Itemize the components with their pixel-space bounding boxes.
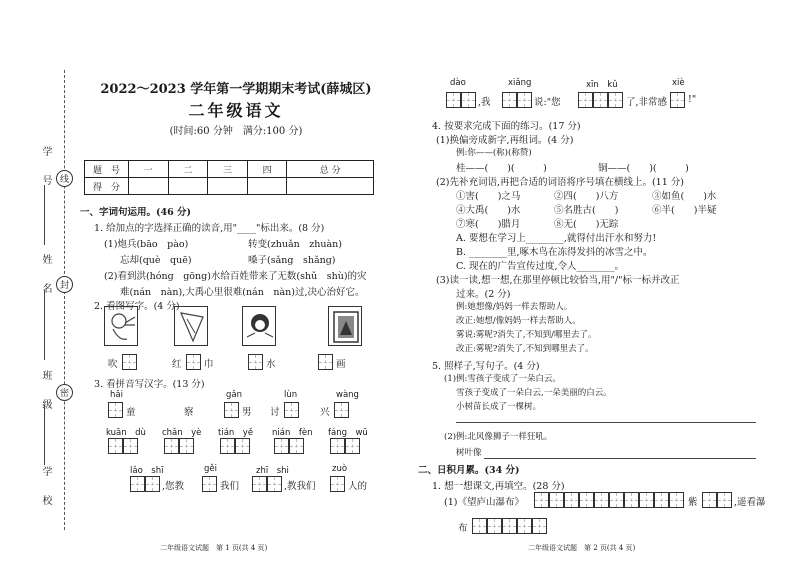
q3-r3-box-2[interactable]: [202, 476, 217, 492]
q4-2-word-2[interactable]: ②四( )八方: [554, 191, 619, 202]
s2-box-13[interactable]: [472, 518, 487, 534]
q3-r1-char-5: 兴: [320, 407, 330, 418]
q2-box-2[interactable]: [186, 354, 201, 370]
q2-word-3: 巾: [204, 359, 214, 370]
class-label: 班 级: [40, 370, 51, 418]
q4-3-correction[interactable]: 改正:雾呢?消失了,不知到哪里去了。: [456, 344, 594, 354]
q2-prompt: 2. 看图写字。(4 分): [94, 301, 180, 312]
q4-prompt: 4. 按要求完成下面的练习。(17 分): [432, 121, 581, 132]
top-box-2b[interactable]: [517, 92, 532, 108]
top-text-3: 了,非常感: [626, 97, 668, 108]
q3-r3-pinyin-1: lǎo shī: [130, 466, 164, 476]
q4-2-prompt: (2)先补充词语,再把合适的词语将序号填在横线上。(11 分): [436, 177, 684, 188]
id-label: 学 号: [40, 146, 51, 194]
q3-r1-box-2[interactable]: [224, 402, 239, 418]
q3-r1-pinyin-2: gǎn: [226, 390, 242, 400]
picture-water: [242, 306, 276, 346]
q1-item-2-line2[interactable]: 难(nán nàn),大禹心里很难(nán nàn)过,决心治好它。: [120, 287, 365, 298]
q3-r2-box-1a[interactable]: [108, 438, 123, 454]
top-box-1b[interactable]: [461, 92, 476, 108]
school-label: 学 校: [40, 466, 51, 514]
q4-2-sentence-c[interactable]: C. 现在的广告宣传过度,令人________。: [456, 261, 624, 272]
q3-r1-char-3: 男: [242, 407, 252, 418]
q5-2-example: (2)例:北风像狮子一样狂吼。: [444, 432, 553, 442]
cut-mark-3: 密: [56, 384, 73, 401]
top-pinyin-2: xiǎng: [508, 78, 532, 88]
s2-box-9[interactable]: [654, 492, 669, 508]
q3-r1-char-4: 讨: [270, 407, 280, 418]
q1-prompt: 1. 给加点的字选择正确的读音,用"____"标出来。(8 分): [94, 223, 325, 234]
q4-3-prompt-line2: 过来。(2 分): [456, 289, 511, 300]
top-box-2a[interactable]: [502, 92, 517, 108]
s2-box-17[interactable]: [532, 518, 547, 534]
picture-red-scarf: [174, 306, 208, 346]
q3-r1-box-4[interactable]: [334, 402, 349, 418]
page-1: [80, 0, 392, 561]
q5-1-answer-line[interactable]: [456, 422, 756, 423]
top-text-1: ,我: [478, 97, 491, 108]
s2-box-1[interactable]: [534, 492, 549, 508]
top-box-3c[interactable]: [608, 92, 623, 108]
q3-r2-box-3b[interactable]: [235, 438, 250, 454]
picture-painting: [328, 306, 362, 346]
s2-box-14[interactable]: [487, 518, 502, 534]
q5-1-example: (1)例:雪孩子变成了一朵白云。: [444, 374, 561, 384]
q3-r3-char-2: 我们: [220, 481, 240, 492]
q3-r3-pinyin-4: zuò: [332, 464, 348, 474]
q2-word-5: 画: [336, 359, 346, 370]
score-header-3: 三: [208, 161, 248, 178]
q1-item-1a[interactable]: (1)炮兵(bāo pào): [104, 239, 189, 250]
s2-box-2[interactable]: [549, 492, 564, 508]
top-pinyin-4: xiè: [672, 78, 685, 88]
q2-word-1: 吹: [108, 359, 118, 370]
q3-r3-box-3b[interactable]: [267, 476, 282, 492]
q1-item-2-line1[interactable]: (2)看到洪(hóng gōng)水给百姓带来了无数(shǔ shù)的灾: [104, 271, 367, 282]
q3-r3-box-1b[interactable]: [145, 476, 160, 492]
q4-2-word-6[interactable]: ⑥半( )半疑: [652, 205, 717, 216]
q3-r2-box-5b[interactable]: [345, 438, 360, 454]
q4-2-sentence-a[interactable]: A. 要想在学习上________,就得付出汗水和努力!: [456, 233, 657, 244]
q4-2-word-3[interactable]: ③如鱼( )水: [652, 191, 717, 202]
section-2-heading: 二、日积月累。(34 分): [418, 465, 520, 476]
name-label: 姓 名: [40, 254, 51, 302]
name-field[interactable]: [44, 290, 45, 360]
q4-3-example-2: 改正:她想/像妈妈一样去帮助人。: [456, 316, 581, 326]
q3-r3-pinyin-3: zhī shi: [256, 466, 289, 476]
page-2: [418, 0, 790, 561]
q5-prompt: 5. 照样子,写句子。(4 分): [432, 361, 540, 372]
q3-r2-box-2a[interactable]: [164, 438, 179, 454]
q3-r2-box-1b[interactable]: [123, 438, 138, 454]
s2-text-view: ,遥看瀑: [734, 497, 766, 508]
class-field[interactable]: [44, 405, 45, 465]
q3-r2-pinyin-5: fáng wū: [328, 428, 368, 438]
q2-word-2: 红: [172, 359, 182, 370]
score-cell-2[interactable]: [168, 178, 208, 195]
q3-r2-pinyin-4: nián fèn: [272, 428, 313, 438]
s2-box-8[interactable]: [639, 492, 654, 508]
cut-mark-1: 线: [56, 170, 73, 187]
s2-box-16[interactable]: [517, 518, 532, 534]
q2-pictures: [104, 306, 384, 350]
q3-r1-pinyin-1: hǎi: [110, 390, 123, 400]
exam-subject: 二年级语文: [188, 101, 284, 120]
q3-r2-box-2b[interactable]: [179, 438, 194, 454]
q3-r1-pinyin-4: wàng: [336, 390, 359, 400]
q4-1-example: 例:你——(称)(称赞): [456, 148, 532, 158]
q3-r2-pinyin-2: chǎn yè: [162, 428, 202, 438]
q3-r1-box-3[interactable]: [284, 402, 299, 418]
top-pinyin-3: xīn kǔ: [586, 80, 618, 90]
q3-r2-box-3a[interactable]: [220, 438, 235, 454]
q2-box-1[interactable]: [122, 354, 137, 370]
q3-prompt: 3. 看拼音写汉字。(13 分): [94, 379, 205, 390]
score-header-2: 二: [168, 161, 208, 178]
q3-r3-box-1a[interactable]: [130, 476, 145, 492]
page-2-footer: 二年级语文试题 第 2 页(共 4 页): [528, 544, 636, 552]
s2-q1-1-title: (1)《望庐山瀑布》: [444, 497, 524, 508]
score-cell-total[interactable]: [287, 178, 374, 195]
q3-r3-pinyin-2: gěi: [204, 464, 217, 474]
q3-r1-char-1: 童: [126, 407, 136, 418]
score-header-1: 一: [129, 161, 169, 178]
q4-2-word-4[interactable]: ④大禹( )水: [456, 205, 521, 216]
s2-box-11[interactable]: [702, 492, 717, 508]
score-cell-3[interactable]: [208, 178, 248, 195]
section-1-heading: 一、字词句运用。(46 分): [80, 207, 192, 218]
q4-3-prompt-line1: (3)读一读,想一想,在那里停顿比较恰当,用"/"标一标并改正: [436, 275, 680, 286]
q4-2-word-7[interactable]: ⑦寒( )腊月: [456, 219, 521, 230]
s2-box-3[interactable]: [564, 492, 579, 508]
s2-text-purple: 紫: [688, 497, 698, 508]
s2-box-10[interactable]: [669, 492, 684, 508]
binding-gutter: [0, 0, 78, 561]
q3-r2-box-5a[interactable]: [330, 438, 345, 454]
q2-box-4[interactable]: [318, 354, 333, 370]
q4-3-question[interactable]: 雾说:雾呢?消失了,不知到/哪里去了。: [456, 330, 597, 340]
top-text-4: !": [688, 94, 697, 105]
q4-1-prompt: (1)换偏旁成新字,再组词。(4 分): [436, 135, 574, 146]
q5-1-example-answer: 雪孩子变成了一朵白云,一朵美丽的白云。: [456, 388, 612, 398]
q3-r2-box-4a[interactable]: [274, 438, 289, 454]
s2-q1-prompt: 1. 想一想课文,再填空。(28 分): [432, 481, 565, 492]
top-box-3b[interactable]: [593, 92, 608, 108]
top-box-3a[interactable]: [578, 92, 593, 108]
q2-box-3[interactable]: [248, 354, 263, 370]
score-header-label: 题 号: [85, 161, 129, 178]
q4-1-item-a[interactable]: 桂——( )( ): [456, 163, 547, 174]
score-row-label: 得 分: [85, 178, 129, 195]
s2-box-4[interactable]: [579, 492, 594, 508]
top-text-2: 说:"您: [534, 97, 561, 108]
q1-item-1b[interactable]: 转变(zhuǎn zhuàn): [248, 239, 342, 250]
q5-1-question: 小树苗长成了一棵树。: [456, 402, 542, 412]
s2-text-waterfall: 布: [458, 523, 468, 534]
score-header-4: 四: [247, 161, 287, 178]
s2-box-5[interactable]: [594, 492, 609, 508]
q5-2-answer-line[interactable]: [484, 458, 756, 459]
exam-title: 2022～2023 学年第一学期期末考试(薛城区): [100, 82, 372, 97]
q3-r3-char-1: ,您教: [162, 481, 185, 492]
exam-time-info: (时间:60 分钟 满分:100 分): [169, 126, 303, 137]
q4-2-word-1[interactable]: ①害( )之马: [456, 191, 521, 202]
q1-item-1d[interactable]: 嗓子(sǎng shǎng): [248, 255, 336, 266]
top-box-4[interactable]: [670, 92, 685, 108]
s2-box-7[interactable]: [624, 492, 639, 508]
q3-r2-box-4b[interactable]: [289, 438, 304, 454]
q1-item-1c[interactable]: 忘却(què quē): [120, 255, 192, 266]
id-field[interactable]: [44, 185, 45, 245]
q4-2-word-5[interactable]: ⑤名胜古( ): [554, 205, 619, 216]
cut-mark-2: 封: [56, 276, 73, 293]
q3-r3-char-3: ,教我们: [284, 481, 316, 492]
picture-blow: [104, 306, 138, 346]
top-pinyin-1: dào: [450, 78, 466, 88]
q4-3-example-1: 例:她想像/妈妈一样去帮助人。: [456, 302, 573, 312]
q2-word-4: 水: [266, 359, 276, 370]
q3-r2-pinyin-1: kuān dù: [106, 428, 146, 438]
q3-r1-pinyin-3: lùn: [284, 390, 298, 400]
cut-line: [64, 70, 65, 530]
q4-2-sentence-b[interactable]: B. ________里,啄木鸟在冻得发抖的冰雪之中。: [456, 247, 653, 258]
q3-r1-char-2: 察: [184, 407, 194, 418]
page-1-footer: 二年级语文试题 第 1 页(共 4 页): [160, 544, 268, 552]
q3-r2-pinyin-3: tián yě: [218, 428, 254, 438]
top-box-1a[interactable]: [446, 92, 461, 108]
q5-2-question: 树叶像: [456, 448, 482, 458]
q4-1-item-b[interactable]: 铜——( )( ): [598, 163, 689, 174]
s2-box-15[interactable]: [502, 518, 517, 534]
q4-2-word-8[interactable]: ⑧无( )无踪: [554, 219, 619, 230]
q3-r3-char-4: 人的: [348, 481, 368, 492]
s2-box-6[interactable]: [609, 492, 624, 508]
s2-box-12[interactable]: [717, 492, 732, 508]
score-table: [84, 160, 374, 195]
q3-r3-box-4[interactable]: [330, 476, 345, 492]
q3-r1-box-1[interactable]: [108, 402, 123, 418]
score-cell-4[interactable]: [247, 178, 287, 195]
score-cell-1[interactable]: [129, 178, 169, 195]
score-header-total: 总 分: [287, 161, 374, 178]
q3-r3-box-3a[interactable]: [252, 476, 267, 492]
